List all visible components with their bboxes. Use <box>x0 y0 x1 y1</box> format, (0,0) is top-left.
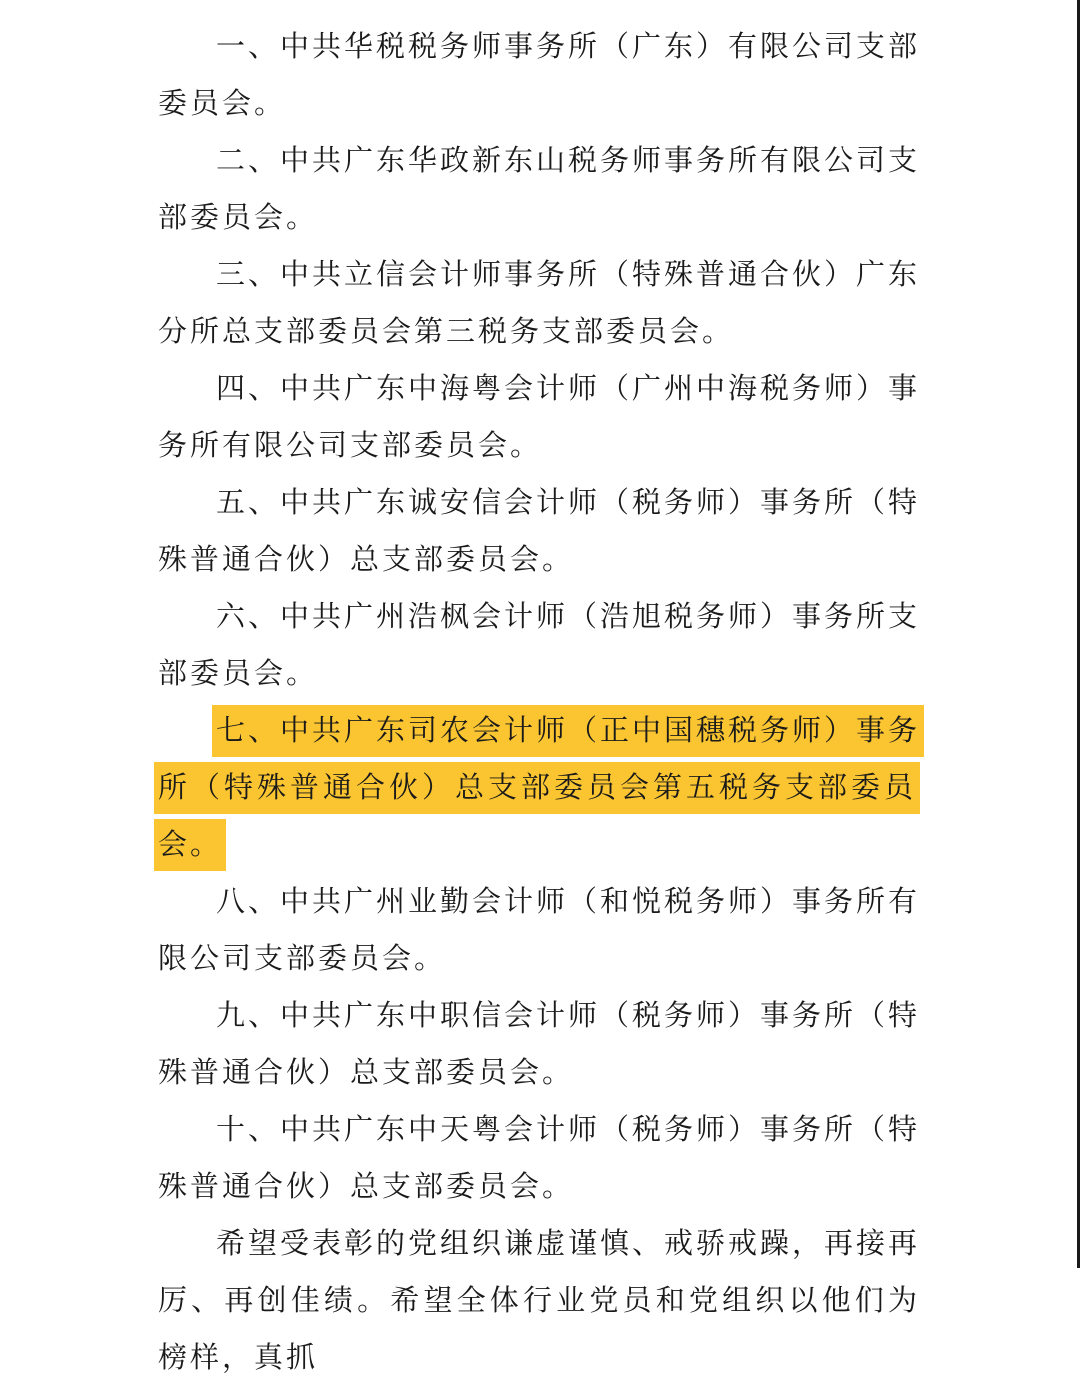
list-item-2: 二、中共广东华政新东山税务师事务所有限公司支部委员会。 <box>158 143 921 234</box>
list-item-4: 四、中共广东中海粤会计师（广州中海税务师）事务所有限公司支部委员会。 <box>158 371 921 462</box>
list-item-8: 八、中共广州业勤会计师（和悦税务师）事务所有限公司支部委员会。 <box>158 884 921 975</box>
list-item-6: 六、中共广州浩枫会计师（浩旭税务师）事务所支部委员会。 <box>158 599 921 690</box>
document-body <box>158 18 920 1386</box>
list-item-9: 九、中共广东中职信会计师（税务师）事务所（特殊普通合伙）总支部委员会。 <box>158 998 921 1089</box>
list-item-1: 一、中共华税税务师事务所（广东）有限公司支部委员会。 <box>158 29 921 120</box>
list-item-10: 十、中共广东中天粤会计师（税务师）事务所（特殊普通合伙）总支部委员会。 <box>158 1112 921 1203</box>
closing-paragraph: 希望受表彰的党组织谦虚谨慎、戒骄戒躁，再接再厉、再创佳绩。希望全体行业党员和党组织以他们为榜样，真抓 <box>158 1226 921 1374</box>
list-item-3: 三、中共立信会计师事务所（特殊普通合伙）广东分所总支部委员会第三税务支部委员会。 <box>158 257 921 348</box>
highlight-mark: 七、中共广东司农会计师（正中国穗税务师）事务所（特殊普通合伙）总支部委员会第五税务支部委员会。 <box>154 705 924 871</box>
list-item-7-highlighted <box>158 702 920 873</box>
list-item-5: 五、中共广东诚安信会计师（税务师）事务所（特殊普通合伙）总支部委员会。 <box>158 485 921 576</box>
